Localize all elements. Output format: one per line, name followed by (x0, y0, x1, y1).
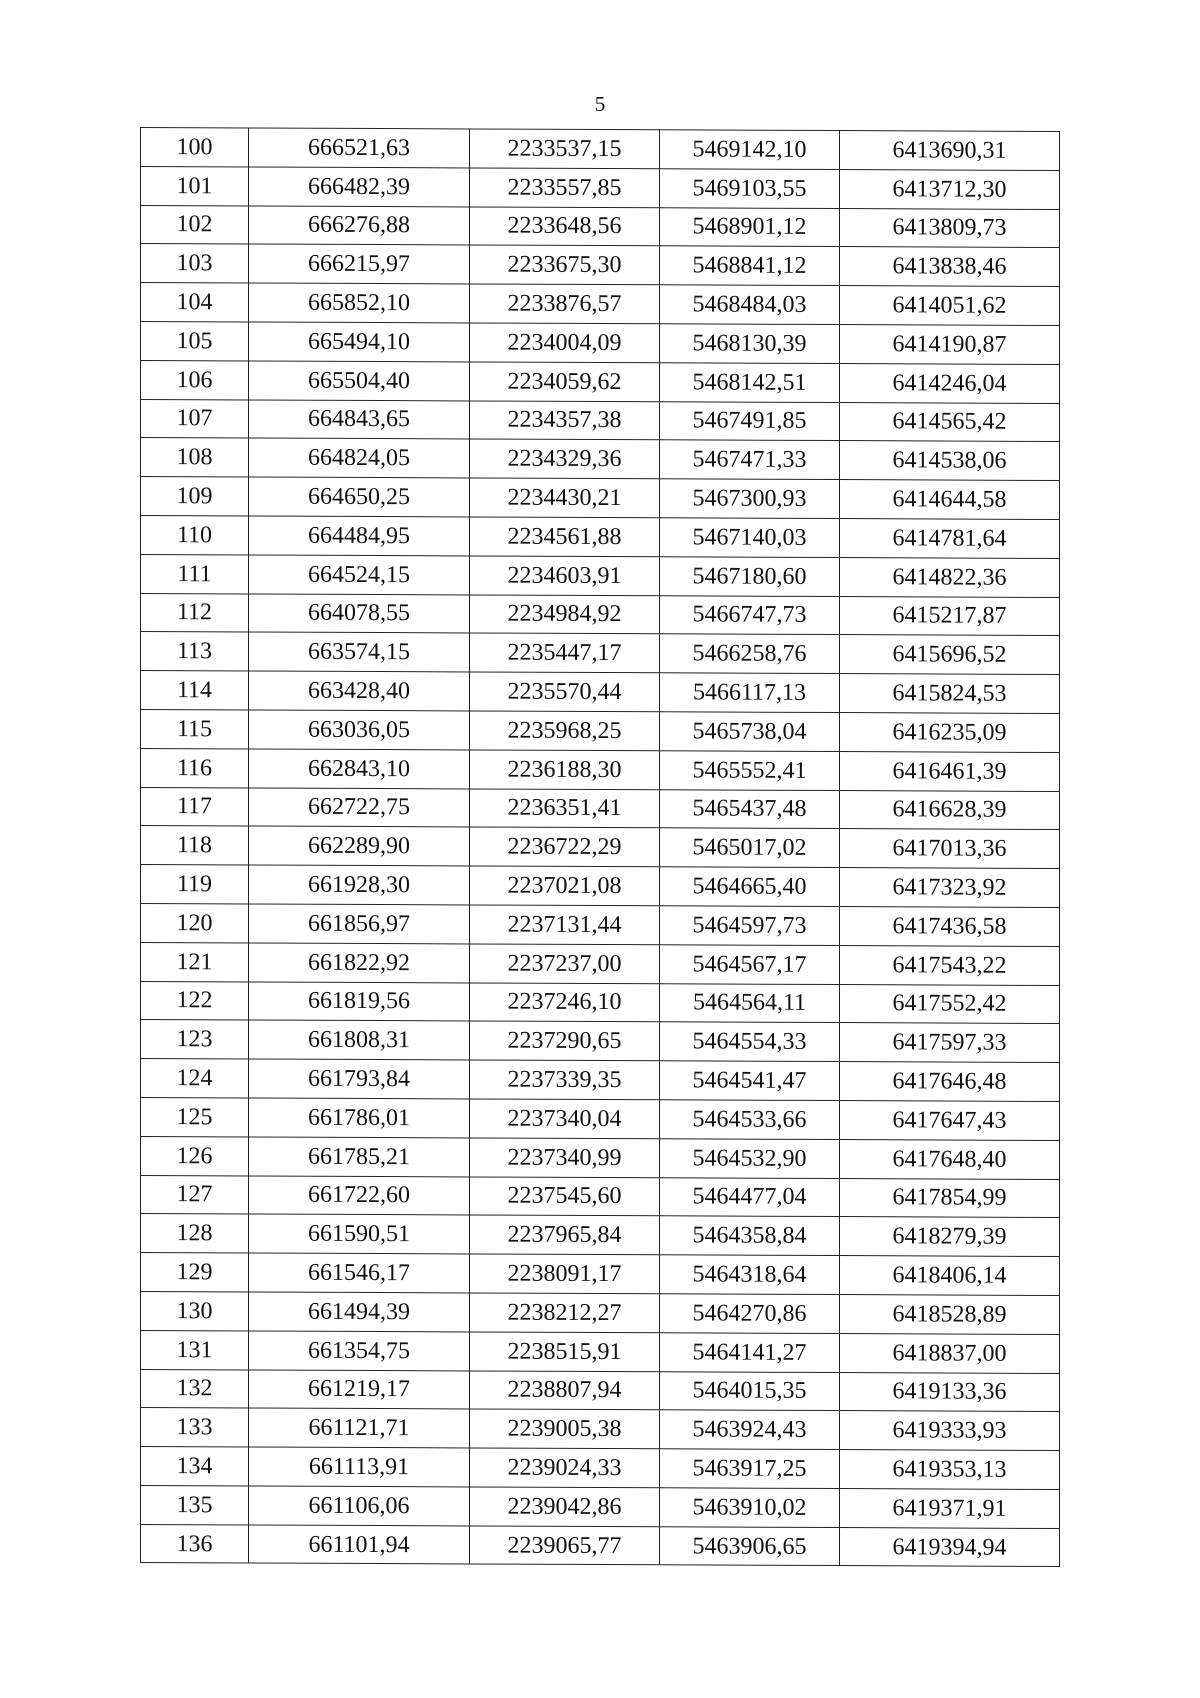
coord-y1-cell: 2235968,25 (470, 711, 660, 751)
coord-x2-cell: 5468901,12 (660, 207, 840, 247)
coord-x1-cell: 661822,92 (249, 943, 470, 983)
coord-y1-cell: 2238091,17 (470, 1254, 660, 1294)
point-number-cell: 127 (141, 1175, 249, 1214)
coord-x2-cell: 5469103,55 (660, 169, 840, 209)
coord-y1-cell: 2237290,65 (470, 1021, 660, 1061)
coord-y1-cell: 2236351,41 (470, 788, 660, 828)
coord-x2-cell: 5466117,13 (660, 673, 840, 713)
point-number-cell: 123 (141, 1020, 249, 1059)
coord-y1-cell: 2237237,00 (470, 944, 660, 984)
coord-y2-cell: 6418406,14 (840, 1256, 1060, 1296)
table-row (141, 360, 1060, 403)
coord-y2-cell: 6417013,36 (840, 829, 1060, 869)
coord-x2-cell: 5468130,39 (660, 324, 840, 364)
coord-y2-cell: 6419353,13 (840, 1450, 1060, 1490)
coord-x1-cell: 661786,01 (249, 1098, 470, 1138)
coord-y1-cell: 2239042,86 (470, 1487, 660, 1527)
coord-x2-cell: 5468142,51 (660, 363, 840, 403)
coord-y2-cell: 6417436,58 (840, 906, 1060, 946)
coord-x2-cell: 5467300,93 (660, 479, 840, 519)
coord-y1-cell: 2238515,91 (470, 1332, 660, 1372)
coord-y2-cell: 6414565,42 (840, 402, 1060, 442)
coord-x1-cell: 662722,75 (249, 788, 470, 828)
point-number-cell: 110 (141, 515, 249, 554)
table-row (141, 826, 1060, 869)
table-row (141, 1291, 1060, 1334)
coord-y2-cell: 6418528,89 (840, 1294, 1060, 1334)
coord-y1-cell: 2233557,85 (470, 168, 660, 208)
coord-y1-cell: 2236188,30 (470, 750, 660, 790)
table-row (141, 1097, 1060, 1140)
coord-y1-cell: 2234561,88 (470, 517, 660, 557)
coord-x1-cell: 664843,65 (249, 400, 470, 440)
coord-x2-cell: 5464141,27 (660, 1332, 840, 1372)
coord-x2-cell: 5465437,48 (660, 789, 840, 829)
coord-y1-cell: 2233876,57 (470, 284, 660, 324)
coord-x1-cell: 661354,75 (249, 1331, 470, 1371)
coord-x1-cell: 665504,40 (249, 361, 470, 401)
table-row (141, 1020, 1060, 1063)
table-row (141, 632, 1060, 675)
coord-x1-cell: 661722,60 (249, 1175, 470, 1215)
coord-y2-cell: 6413809,73 (840, 208, 1060, 248)
coord-y2-cell: 6419133,36 (840, 1372, 1060, 1412)
table-row (141, 709, 1060, 752)
coord-y2-cell: 6419333,93 (840, 1411, 1060, 1451)
point-number-cell: 101 (141, 166, 249, 205)
table-row (141, 477, 1060, 520)
point-number-cell: 120 (141, 903, 249, 942)
table-row (141, 166, 1060, 209)
coord-y2-cell: 6416628,39 (840, 790, 1060, 830)
coord-x1-cell: 661928,30 (249, 865, 470, 905)
coord-x2-cell: 5467140,03 (660, 518, 840, 558)
coord-x1-cell: 664524,15 (249, 555, 470, 595)
coord-y1-cell: 2237021,08 (470, 866, 660, 906)
coord-y1-cell: 2234984,92 (470, 595, 660, 635)
point-number-cell: 114 (141, 671, 249, 710)
coord-x2-cell: 5467471,33 (660, 440, 840, 480)
coord-x1-cell: 664824,05 (249, 438, 470, 478)
table-row (141, 671, 1060, 714)
coord-y1-cell: 2233537,15 (470, 129, 660, 169)
coord-x1-cell: 661219,17 (249, 1369, 470, 1409)
table-row (141, 244, 1060, 287)
point-number-cell: 102 (141, 205, 249, 244)
coord-y2-cell: 6414246,04 (840, 363, 1060, 403)
coord-x2-cell: 5469142,10 (660, 130, 840, 170)
coord-x1-cell: 661113,91 (249, 1447, 470, 1487)
point-number-cell: 108 (141, 438, 249, 477)
table-row (141, 593, 1060, 636)
coord-x1-cell: 666482,39 (249, 167, 470, 207)
coord-y2-cell: 6414051,62 (840, 286, 1060, 326)
point-number-cell: 116 (141, 748, 249, 787)
point-number-cell: 105 (141, 321, 249, 360)
table-row (141, 1059, 1060, 1102)
coord-x2-cell: 5464564,11 (660, 983, 840, 1023)
coord-x2-cell: 5465017,02 (660, 828, 840, 868)
coord-x2-cell: 5464532,90 (660, 1138, 840, 1178)
point-number-cell: 136 (141, 1524, 249, 1563)
coord-x1-cell: 661856,97 (249, 904, 470, 944)
coord-x2-cell: 5463910,02 (660, 1488, 840, 1528)
coord-x2-cell: 5464358,84 (660, 1216, 840, 1256)
point-number-cell: 117 (141, 787, 249, 826)
coord-y2-cell: 6417552,42 (840, 984, 1060, 1024)
coord-x2-cell: 5464477,04 (660, 1177, 840, 1217)
coord-y1-cell: 2233675,30 (470, 245, 660, 285)
coord-x2-cell: 5464270,86 (660, 1294, 840, 1334)
coord-x2-cell: 5464597,73 (660, 906, 840, 946)
coord-x1-cell: 662289,90 (249, 826, 470, 866)
coord-y1-cell: 2234059,62 (470, 362, 660, 402)
point-number-cell: 133 (141, 1408, 249, 1447)
table-row (141, 748, 1060, 791)
coord-y2-cell: 6417648,40 (840, 1139, 1060, 1179)
coord-x1-cell: 661590,51 (249, 1214, 470, 1254)
coord-y2-cell: 6413712,30 (840, 169, 1060, 209)
coordinates-table-container (140, 127, 1059, 1567)
table-row (141, 1447, 1060, 1490)
point-number-cell: 122 (141, 981, 249, 1020)
table-row (141, 1253, 1060, 1296)
point-number-cell: 128 (141, 1214, 249, 1253)
coord-y2-cell: 6415217,87 (840, 596, 1060, 636)
coord-y1-cell: 2237340,99 (470, 1138, 660, 1178)
table-row (141, 1524, 1060, 1567)
coord-x1-cell: 661106,06 (249, 1486, 470, 1526)
point-number-cell: 109 (141, 477, 249, 516)
coord-y2-cell: 6417647,43 (840, 1100, 1060, 1140)
coord-y1-cell: 2234004,09 (470, 323, 660, 363)
page-number: 5 (594, 92, 606, 116)
coord-y2-cell: 6413690,31 (840, 131, 1060, 171)
table-row (141, 1408, 1060, 1451)
coord-y1-cell: 2237246,10 (470, 982, 660, 1022)
coord-y1-cell: 2237339,35 (470, 1060, 660, 1100)
table-row (141, 515, 1060, 558)
table-row (141, 942, 1060, 985)
coord-x2-cell: 5467491,85 (660, 401, 840, 441)
table-row (141, 1485, 1060, 1528)
table-row (141, 981, 1060, 1024)
coord-y2-cell: 6417646,48 (840, 1062, 1060, 1102)
coord-x1-cell: 665494,10 (249, 322, 470, 362)
coord-x2-cell: 5464318,64 (660, 1255, 840, 1295)
coord-x1-cell: 666521,63 (249, 128, 470, 168)
coord-x2-cell: 5464533,66 (660, 1100, 840, 1140)
coord-x2-cell: 5468484,03 (660, 285, 840, 325)
coord-y1-cell: 2234357,38 (470, 401, 660, 441)
coord-y1-cell: 2234329,36 (470, 439, 660, 479)
coord-y1-cell: 2239065,77 (470, 1526, 660, 1566)
coord-y2-cell: 6416461,39 (840, 751, 1060, 791)
coord-y1-cell: 2233648,56 (470, 207, 660, 247)
table-row (141, 399, 1060, 442)
point-number-cell: 104 (141, 283, 249, 322)
coord-x1-cell: 661101,94 (249, 1525, 470, 1565)
coord-x1-cell: 666276,88 (249, 206, 470, 246)
coord-y1-cell: 2239005,38 (470, 1409, 660, 1449)
coord-y2-cell: 6418837,00 (840, 1333, 1060, 1373)
coord-x1-cell: 666215,97 (249, 244, 470, 284)
coordinates-table (140, 127, 1060, 1567)
point-number-cell: 130 (141, 1291, 249, 1330)
point-number-cell: 125 (141, 1097, 249, 1136)
coord-x1-cell: 661819,56 (249, 982, 470, 1022)
coord-y1-cell: 2234430,21 (470, 478, 660, 518)
coord-x2-cell: 5468841,12 (660, 246, 840, 286)
coord-y2-cell: 6417543,22 (840, 945, 1060, 985)
coord-y2-cell: 6416235,09 (840, 713, 1060, 753)
table-row (141, 1175, 1060, 1218)
coord-x2-cell: 5467180,60 (660, 557, 840, 597)
point-number-cell: 126 (141, 1136, 249, 1175)
coord-x2-cell: 5465738,04 (660, 712, 840, 752)
coord-x1-cell: 664650,25 (249, 477, 470, 517)
coord-x2-cell: 5464554,33 (660, 1022, 840, 1062)
point-number-cell: 121 (141, 942, 249, 981)
coord-x1-cell: 661546,17 (249, 1253, 470, 1293)
point-number-cell: 107 (141, 399, 249, 438)
coord-x1-cell: 661121,71 (249, 1408, 470, 1448)
point-number-cell: 134 (141, 1447, 249, 1486)
table-row (141, 1330, 1060, 1373)
coord-x2-cell: 5463906,65 (660, 1526, 840, 1566)
table-row (141, 128, 1060, 171)
point-number-cell: 106 (141, 360, 249, 399)
point-number-cell: 115 (141, 709, 249, 748)
point-number-cell: 113 (141, 632, 249, 671)
coord-y2-cell: 6414538,06 (840, 441, 1060, 481)
coord-x2-cell: 5463917,25 (660, 1449, 840, 1489)
point-number-cell: 112 (141, 593, 249, 632)
coord-y1-cell: 2237545,60 (470, 1176, 660, 1216)
coord-x1-cell: 661494,39 (249, 1292, 470, 1332)
coord-y1-cell: 2239024,33 (470, 1448, 660, 1488)
coord-y2-cell: 6413838,46 (840, 247, 1060, 287)
table-row (141, 321, 1060, 364)
coord-x2-cell: 5464665,40 (660, 867, 840, 907)
coord-x2-cell: 5464567,17 (660, 945, 840, 985)
point-number-cell: 129 (141, 1253, 249, 1292)
table-row (141, 283, 1060, 326)
coord-x1-cell: 661785,21 (249, 1137, 470, 1177)
point-number-cell: 111 (141, 554, 249, 593)
table-row (141, 787, 1060, 830)
coord-x1-cell: 662843,10 (249, 749, 470, 789)
coord-y1-cell: 2237131,44 (470, 905, 660, 945)
coord-x2-cell: 5463924,43 (660, 1410, 840, 1450)
table-row (141, 1214, 1060, 1257)
coord-x2-cell: 5466747,73 (660, 595, 840, 635)
coord-x2-cell: 5466258,76 (660, 634, 840, 674)
coord-y1-cell: 2236722,29 (470, 827, 660, 867)
coord-y2-cell: 6419394,94 (840, 1527, 1060, 1567)
coord-y2-cell: 6415824,53 (840, 674, 1060, 714)
coord-x1-cell: 663036,05 (249, 710, 470, 750)
coord-y1-cell: 2235447,17 (470, 633, 660, 673)
coord-y1-cell: 2237965,84 (470, 1215, 660, 1255)
coord-y1-cell: 2238212,27 (470, 1293, 660, 1333)
coord-y2-cell: 6414781,64 (840, 519, 1060, 559)
table-row (141, 554, 1060, 597)
coord-x1-cell: 661808,31 (249, 1020, 470, 1060)
coord-x1-cell: 664078,55 (249, 594, 470, 634)
point-number-cell: 124 (141, 1059, 249, 1098)
coord-y2-cell: 6419371,91 (840, 1488, 1060, 1528)
point-number-cell: 135 (141, 1485, 249, 1524)
coord-y2-cell: 6417597,33 (840, 1023, 1060, 1063)
coord-y2-cell: 6418279,39 (840, 1217, 1060, 1257)
point-number-cell: 132 (141, 1369, 249, 1408)
coord-x1-cell: 663574,15 (249, 632, 470, 672)
coord-y2-cell: 6417323,92 (840, 868, 1060, 908)
point-number-cell: 119 (141, 865, 249, 904)
coord-y2-cell: 6415696,52 (840, 635, 1060, 675)
table-row (141, 903, 1060, 946)
point-number-cell: 131 (141, 1330, 249, 1369)
table-row (141, 1136, 1060, 1179)
coord-y2-cell: 6414190,87 (840, 325, 1060, 365)
table-row (141, 205, 1060, 248)
coord-x1-cell: 661793,84 (249, 1059, 470, 1099)
coord-y1-cell: 2234603,91 (470, 556, 660, 596)
point-number-cell: 100 (141, 128, 249, 167)
table-row (141, 865, 1060, 908)
coord-y2-cell: 6414644,58 (840, 480, 1060, 520)
point-number-cell: 103 (141, 244, 249, 283)
coord-y1-cell: 2235570,44 (470, 672, 660, 712)
coord-y2-cell: 6417854,99 (840, 1178, 1060, 1218)
coord-x1-cell: 665852,10 (249, 283, 470, 323)
coord-x2-cell: 5464541,47 (660, 1061, 840, 1101)
coordinates-table-body (141, 128, 1060, 1567)
coord-y2-cell: 6414822,36 (840, 557, 1060, 597)
point-number-cell: 118 (141, 826, 249, 865)
coord-y1-cell: 2238807,94 (470, 1370, 660, 1410)
coord-x2-cell: 5465552,41 (660, 751, 840, 791)
table-row (141, 1369, 1060, 1412)
coord-y1-cell: 2237340,04 (470, 1099, 660, 1139)
table-row (141, 438, 1060, 481)
coord-x2-cell: 5464015,35 (660, 1371, 840, 1411)
coord-x1-cell: 664484,95 (249, 516, 470, 556)
coord-x1-cell: 663428,40 (249, 671, 470, 711)
